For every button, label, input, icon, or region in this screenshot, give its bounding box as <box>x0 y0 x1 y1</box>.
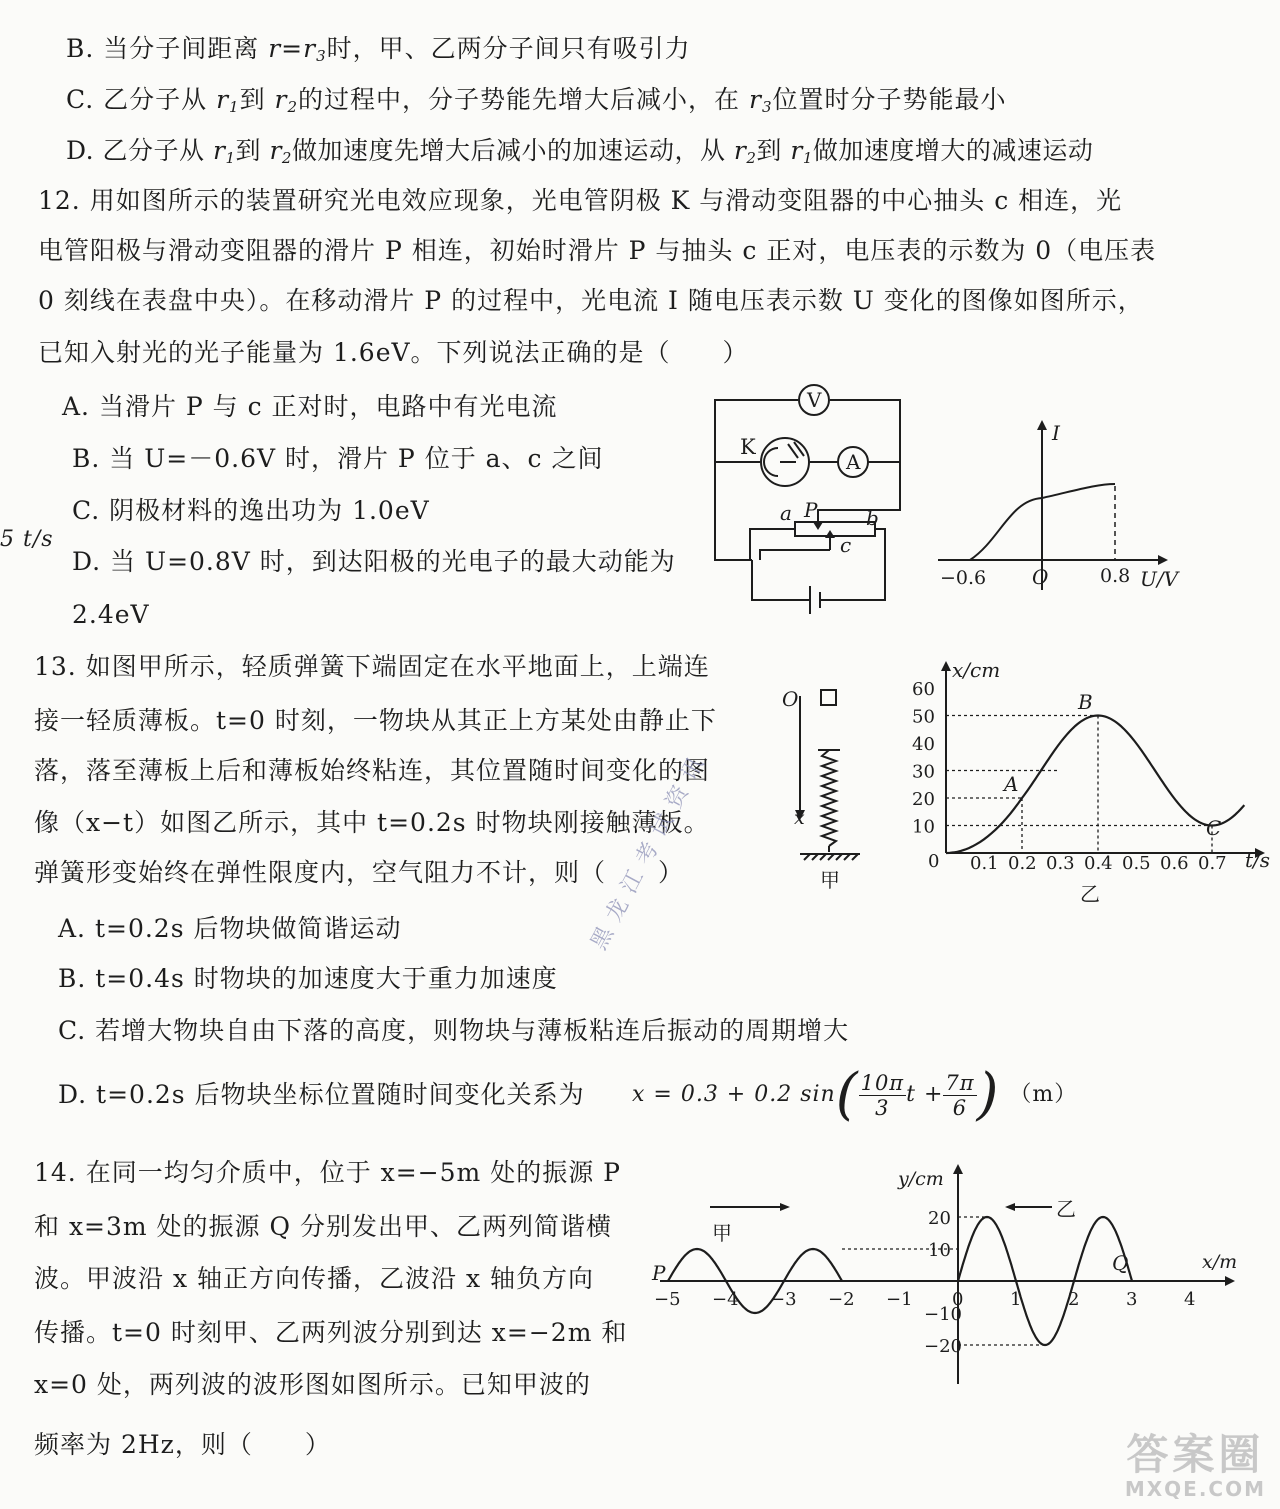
wave-xtick-label: −1 <box>886 1289 913 1310</box>
block-icon <box>821 690 836 705</box>
terminal-b-label: b <box>866 506 879 530</box>
q12-stem-line1: 12. 用如图所示的装置研究光电效应现象，光电管阴极 K 与滑动变阻器的中心抽头 c 相连，光 <box>38 186 1123 215</box>
spring-x-label: x <box>794 807 805 829</box>
q12-stem-line2: 电管阳极与滑动变阻器的滑片 P 相连，初始时滑片 P 与抽头 c 正对，电压表的示数为 0（电压表 <box>38 236 1157 265</box>
q12-option-b: B. 当 U=－0.6V 时，滑片 P 位于 a、c 之间 <box>72 444 604 473</box>
wave-xtick-label: 1 <box>1010 1289 1022 1310</box>
watermark-text: 黑龙江考试资讯 <box>586 744 714 955</box>
xt-ytick-label: 10 <box>912 816 935 838</box>
q11-option-b: B. 当分子间距离 $r=r_3$时，甲、乙两分子间只有吸引力 <box>66 34 691 65</box>
tick-neg-06: −0.6 <box>940 567 987 589</box>
tap-c-label: c <box>840 533 852 557</box>
q12-circuit-diagram <box>700 380 920 610</box>
graph-u-label: U/V <box>1140 567 1179 591</box>
graph-origin: O <box>1032 565 1049 589</box>
spring-icon <box>822 750 836 846</box>
spring-origin-label: O <box>782 687 799 711</box>
q11-option-d: D. 乙分子从 $r_1$到 $r_2$做加速度先增大后减小的加速运动，从 $r_2$到 $r_1$做加速度增大的减速运动 <box>66 136 1094 167</box>
xt-xtick-label: 0.5 <box>1122 853 1151 874</box>
wave-xtick-label: 4 <box>1184 1289 1196 1310</box>
q12-option-c: C. 阴极材料的逸出功为 1.0eV <box>72 496 430 525</box>
slider-p-label: P <box>804 498 818 522</box>
xt-xtick-label: 0.7 <box>1198 853 1227 874</box>
q13-option-a: A. t=0.2s 后物块做简谐运动 <box>58 914 402 943</box>
q14-stem-line2: 和 x=3m 处的振源 Q 分别发出甲、乙两列简谐横 <box>34 1212 612 1241</box>
point-b-label: B <box>1078 690 1093 714</box>
wave-xtick-label: −4 <box>712 1289 739 1310</box>
xt-xtick-label: 0.3 <box>1046 853 1075 874</box>
graph-i-label: I <box>1052 421 1060 445</box>
xt-curve <box>946 716 1244 854</box>
source-q-label: Q <box>1112 1251 1129 1275</box>
q12-iu-graph <box>930 420 1179 595</box>
q13-spring-figure <box>780 682 870 892</box>
xt-xtick-label: 0.6 <box>1160 853 1189 874</box>
point-a-label: A <box>1004 772 1019 796</box>
q12-stem-line3: 0 刻线在表盘中央）。在移动滑片 P 的过程中，光电流 I 随电压表示数 U 变化的图像如图所示， <box>38 286 1144 315</box>
source-p-label: P <box>652 1261 666 1285</box>
wave-ytick-label: 20 <box>928 1208 951 1229</box>
wave-xtick-label: 2 <box>1068 1289 1080 1310</box>
xt-ytick-label: 50 <box>912 706 935 728</box>
q13-option-d: D. t=0.2s 后物块坐标位置随时间变化关系为 <box>58 1080 585 1109</box>
point-c-label: C <box>1206 816 1222 840</box>
wave-ytick-label: −20 <box>924 1336 962 1357</box>
xt-ytick-label: 20 <box>912 789 935 810</box>
xt-xtick-label: 0.4 <box>1084 853 1113 874</box>
q14-stem-line4: 传播。t=0 时刻甲、乙两列波分别到达 x=−2m 和 <box>34 1318 628 1347</box>
q14-wave-graph <box>640 1160 1240 1390</box>
q12-option-d: D. 当 U=0.8V 时，到达阳极的光电子的最大动能为 <box>72 547 676 576</box>
q13-stem-line1: 13. 如图甲所示，轻质弹簧下端固定在水平地面上，上端连 <box>34 652 710 681</box>
xt-ytick-label: 30 <box>912 761 935 783</box>
wave-xtick-label: −5 <box>654 1289 681 1310</box>
xt-xtick-label: 0.1 <box>970 853 999 874</box>
xt-ytick-label: 60 <box>912 679 935 700</box>
margin-fragment: 5 t/s <box>0 527 54 552</box>
q13-option-d-formula: x = 0.3 + 0.2 sin( $\frac{10\pi}{3}$ t + $\frac{7\pi}{6}$ ) （m） <box>632 1062 1078 1127</box>
xt-ylabel: x/cm <box>952 658 1001 682</box>
rheostat-icon <box>795 522 875 536</box>
wave-xlabel: x/m <box>1202 1251 1238 1273</box>
wave-yi-label: 乙 <box>1056 1197 1076 1221</box>
wave-ytick-label: 10 <box>928 1240 951 1261</box>
tick-08: 0.8 <box>1100 565 1131 587</box>
wave-xtick-label: 3 <box>1126 1289 1138 1310</box>
q14-stem-line1: 14. 在同一均匀介质中，位于 x=−5m 处的振源 P <box>34 1158 621 1187</box>
q12-option-a: A. 当滑片 P 与 c 正对时，电路中有光电流 <box>62 392 558 421</box>
q14-stem-line5: x=0 处，两列波的波形图如图所示。已知甲波的 <box>34 1370 591 1399</box>
wave-jia-label: 甲 <box>712 1221 732 1245</box>
q13-stem-line3: 落，落至薄板上后和薄板始终粘连，其位置随时间变化的图 <box>34 756 711 785</box>
wave-xtick-label: −2 <box>828 1289 855 1310</box>
figure-jia-caption: 甲 <box>820 868 840 892</box>
q13-stem-line4: 像（x−t）如图乙所示，其中 t=0.2s 时物块刚接触薄板。 <box>34 808 710 837</box>
xt-xtick-label: 0.2 <box>1008 853 1037 874</box>
q13-stem-line5: 弹簧形变始终在弹性限度内，空气阻力不计，则（ ） <box>34 858 685 887</box>
wave-xtick-label: 0 <box>952 1289 964 1310</box>
figure-yi-caption: 乙 <box>1080 882 1100 906</box>
site-logo: 答案圈 MXQE.COM <box>1124 1430 1266 1501</box>
xt-ytick-label: 40 <box>912 734 935 755</box>
q13-xt-graph <box>900 655 1270 905</box>
xt-xlabel: t/s <box>1245 848 1271 872</box>
wave-ylabel: y/cm <box>898 1168 944 1190</box>
q13-option-c: C. 若增大物块自由下落的高度，则物块与薄板粘连后振动的周期增大 <box>58 1016 850 1045</box>
ammeter-label: A <box>846 450 861 474</box>
xt-origin: 0 <box>928 851 940 872</box>
voltmeter-label: V <box>807 388 822 412</box>
q12-stem-line4: 已知入射光的光子能量为 1.6eV。下列说法正确的是（ ） <box>38 338 749 367</box>
wave-ytick-label: −10 <box>924 1304 962 1325</box>
q13-option-b: B. t=0.4s 时物块的加速度大于重力加速度 <box>58 964 558 993</box>
terminal-a-label: a <box>780 501 792 525</box>
wave-xtick-label: −3 <box>770 1289 797 1310</box>
q14-stem-line3: 波。甲波沿 x 轴正方向传播，乙波沿 x 轴负方向 <box>34 1264 594 1293</box>
q12-option-d-cont: 2.4eV <box>72 600 150 629</box>
q13-stem-line2: 接一轻质薄板。t=0 时刻，一物块从其正上方某处由静止下 <box>34 706 717 735</box>
cathode-label: K <box>740 435 756 459</box>
q11-option-c: C. 乙分子从 $r_1$到 $r_2$的过程中，分子势能先增大后减小，在 $r_3$位置时分子势能最小 <box>66 85 1007 116</box>
q14-stem-line6: 频率为 2Hz，则（ ） <box>34 1430 331 1459</box>
